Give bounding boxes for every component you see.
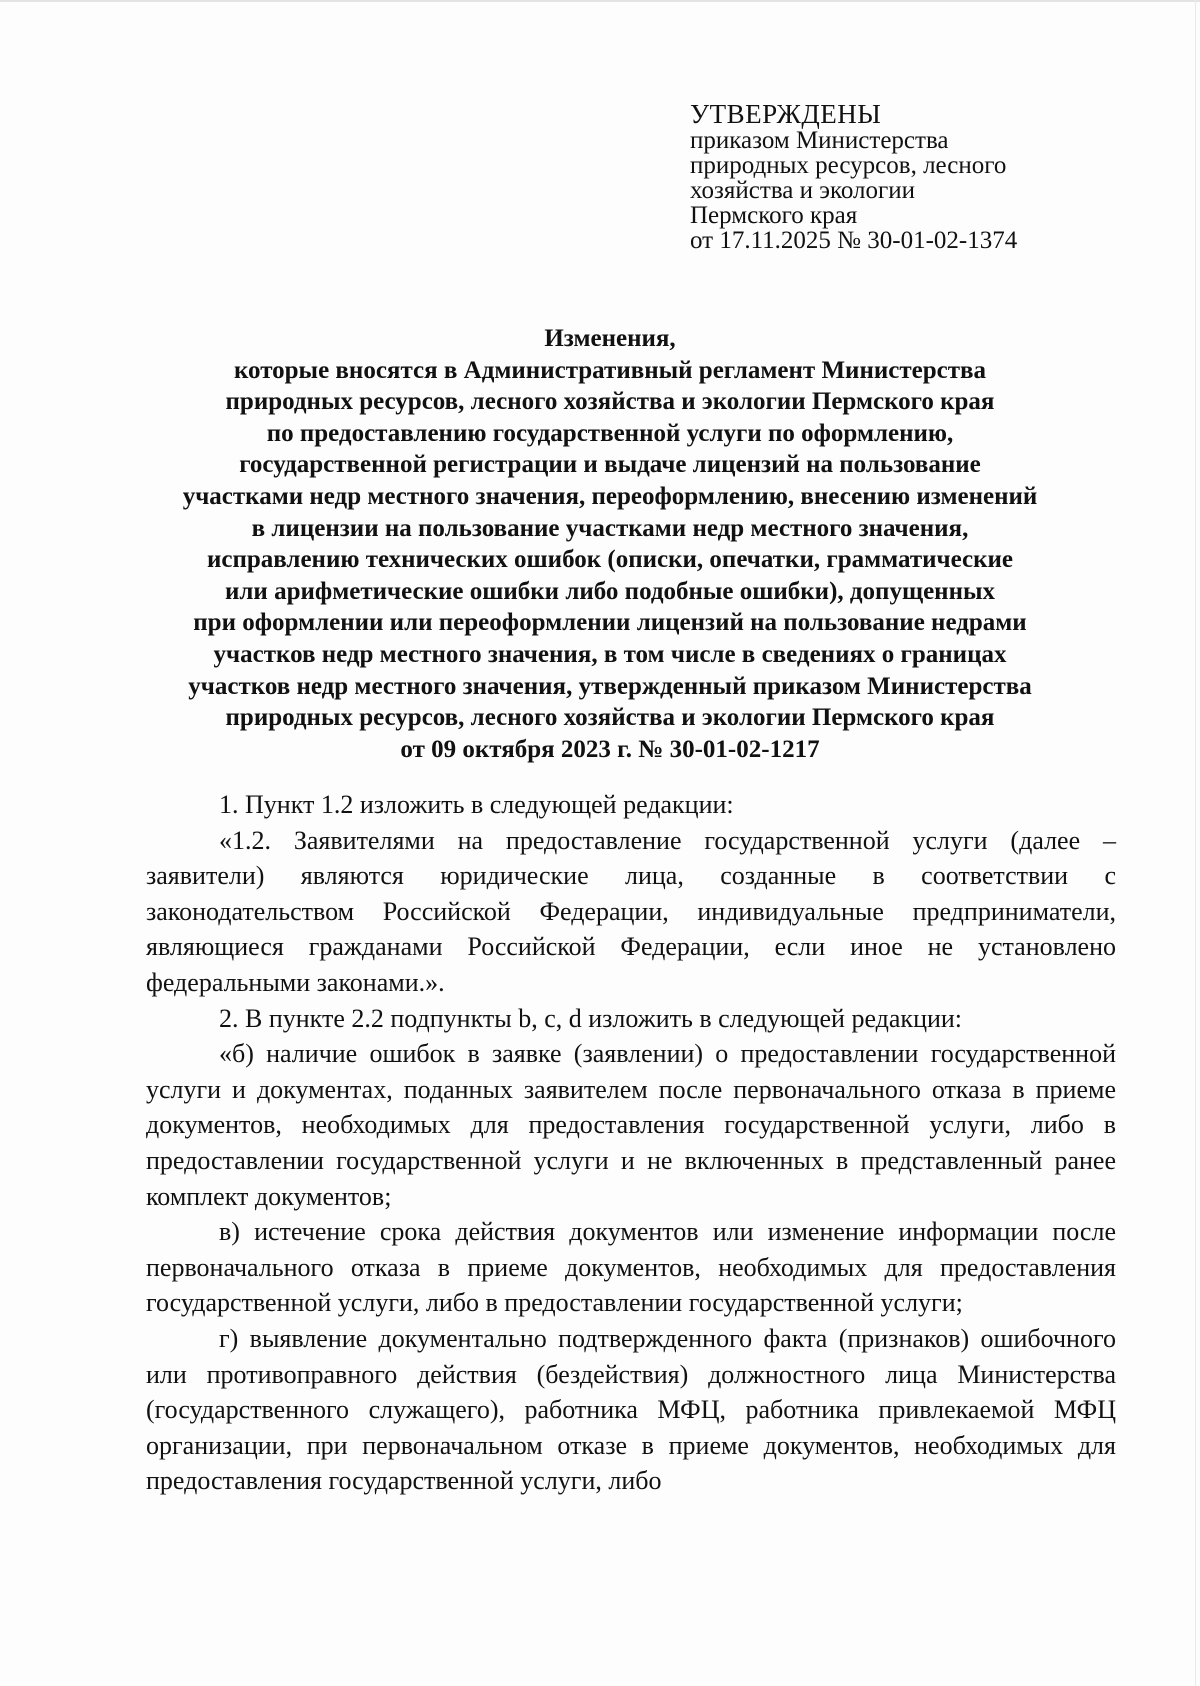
document-title <box>130 323 1090 765</box>
title-line: природных ресурсов, лесного хозяйства и экологии Пермского края <box>225 704 995 732</box>
approval-line: Пермского края <box>690 202 858 229</box>
title-line: которые вносятся в Административный регламент Министерства <box>233 356 987 384</box>
paragraph-subitem-v: в) истечение срока действия документов или изменение информации после первоначального отказа в приеме документов, необходимых для предоставления государственной услуги, либо в предоставлении государственной услуги; <box>146 1217 1116 1318</box>
approval-heading: УТВЕРЖДЕНЫ <box>690 99 882 129</box>
paragraph-item-2: 2. В пункте 2.2 подпункты b, c, d изложить в следующей редакции: <box>219 1003 963 1033</box>
title-line: природных ресурсов, лесного хозяйства и экологии Пермского края <box>225 388 995 416</box>
scan-edge-top <box>0 0 1200 2</box>
title-line: или арифметические ошибки либо подобные ошибки), допущенных <box>225 577 995 605</box>
paragraph-item-1-2: «1.2. Заявителями на предоставление государственной услуги (далее – заявители) являются юридические лица, созданные в соответствии с законодательством Российской Федерации, индивидуальные предприниматели, являющиеся гражданами Российской Федерации, если иное не установлено федеральными законами.». <box>146 825 1116 997</box>
approval-stamp <box>690 100 1110 253</box>
document-body <box>146 787 1116 1499</box>
title-line: участков недр местного значения, в том числе в сведениях о границах <box>213 640 1007 668</box>
paragraph-subitem-g: г) выявление документально подтвержденного факта (признаков) ошибочного или противоправного действия (бездействия) должностного лица Министерства (государственного служащего), работника МФЦ, работника привлекаемой МФЦ организации, при первоначальном отказе в приеме документов, необходимых для предоставления государственной услуги, либо <box>146 1323 1116 1496</box>
title-line: от 09 октября 2023 г. № 30-01-02-1217 <box>400 735 820 763</box>
title-line: по предоставлению государственной услуги по оформлению, <box>266 419 954 447</box>
title-line: участков недр местного значения, утвержденный приказом Министерства <box>188 672 1032 700</box>
paragraph-subitem-b: «б) наличие ошибок в заявке (заявлении) о предоставлении государственной услуги и документах, поданных заявителем после первоначального отказа в приеме документов, необходимых для предоставления государственной услуги, либо в предоставлении государственной услуги и не включенных в представленный ранее комплект документов; <box>146 1039 1116 1211</box>
title-line: исправлению технических ошибок (описки, опечатки, грамматические <box>206 546 1014 574</box>
approval-line: приказом Министерства <box>690 127 949 154</box>
title-line: государственной регистрации и выдаче лицензий на пользование <box>239 451 981 479</box>
title-line: участками недр местного значения, переоформлению, внесению изменений <box>182 482 1038 510</box>
scan-edge-right <box>1195 0 1196 1686</box>
title-line: в лицензии на пользование участками недр местного значения, <box>251 514 969 542</box>
approval-line: хозяйства и экологии <box>690 177 916 204</box>
title-line: Изменения, <box>544 325 676 352</box>
approval-line: природных ресурсов, лесного <box>690 152 1007 179</box>
paragraph-item-1: 1. Пункт 1.2 изложить в следующей редакции: <box>219 790 734 819</box>
title-line: при оформлении или переоформлении лицензий на пользование недрами <box>193 609 1027 637</box>
approval-order-number: от 17.11.2025 № 30-01-02-1374 <box>690 227 1018 254</box>
